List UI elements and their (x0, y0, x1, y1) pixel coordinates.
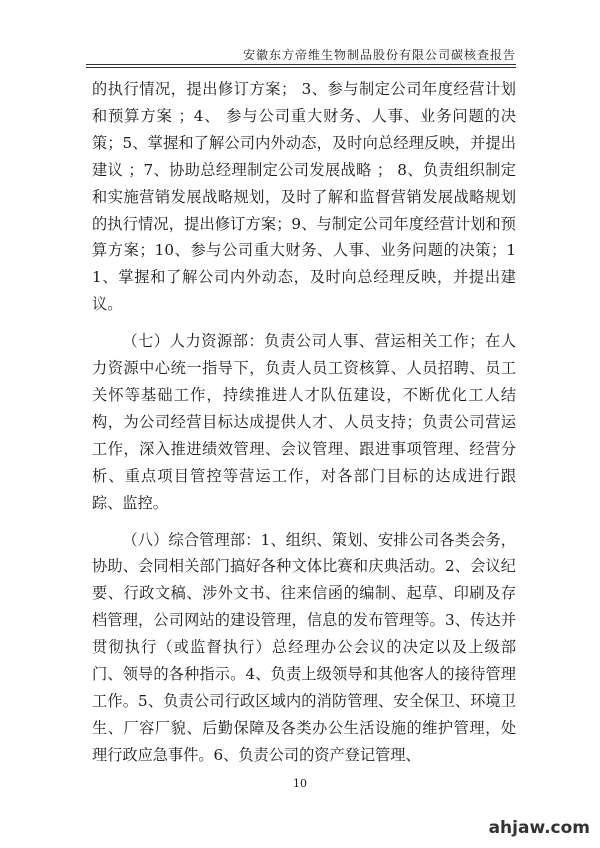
paragraph-general-management-department: （八）综合管理部：1、组织、策划、安排公司各类会务，协助、会同相关部门搞好各种文体比赛和庆典活动。2、会议纪要、行政文稿、涉外文书、往来信函的编制、起草、印刷及存档管理，公司网站的建设管理，信息的发布管理等。3、传达并贯彻执行（或监督执行）总经理办公会议的决定以及上级部门、领导的各种指示。4、负责上级领导和其他客人的接待管理工作。5、负责公司行政区域内的消防管理、安全保卫、环境卫生、厂容厂貌、后勤保障及各类办公生活设施的维护管理，处理行政应急事件。6、负责公司的资产登记管理、 (92, 530, 516, 764)
document-body (92, 76, 516, 769)
header-rule-bottom (86, 67, 516, 68)
header-rule-top (86, 64, 516, 65)
page-number: 10 (293, 777, 307, 790)
paragraph-hr-department: （七）人力资源部：负责公司人事、营运相关工作；在人力资源中心统一指导下，负责人员工资核算、人员招聘、员工关怀等基础工作，持续推进人才队伍建设，不断优化工人结构，为公司经营目标达成提供人才、人员支持；负责公司营运工作，深入推进绩效管理、会议管理、跟进事项管理、经营分析、重点项目管控等营运工作，对各部门目标的达成进行跟踪、监控。 (92, 332, 516, 512)
paragraph-continued: 的执行情况，提出修订方案； 3、参与制定公司年度经营计划和预算方案 ；4、 参与公司重大财务、人事、业务问题的决策；5、掌握和了解公司内外动态，及时向总经理反映，并提出建议 ；7、协助总经理制定公司发展战略 ； 8、负责组织制定和实施营销发展战略规划，及时了解和监督营销发展战略规划的执行情况，提出修订方案；9、与制定公司年度经营计划和预算方案；10、参与公司重大财务、人事、业务问题的决策；11、掌握和了解公司内外动态，及时向总经理反映，并提出建议。 (92, 80, 516, 314)
report-header: 安徽东方帝维生物制品股份有限公司碳核查报告 (242, 48, 516, 62)
site-watermark: ahjaw.com (488, 818, 590, 838)
